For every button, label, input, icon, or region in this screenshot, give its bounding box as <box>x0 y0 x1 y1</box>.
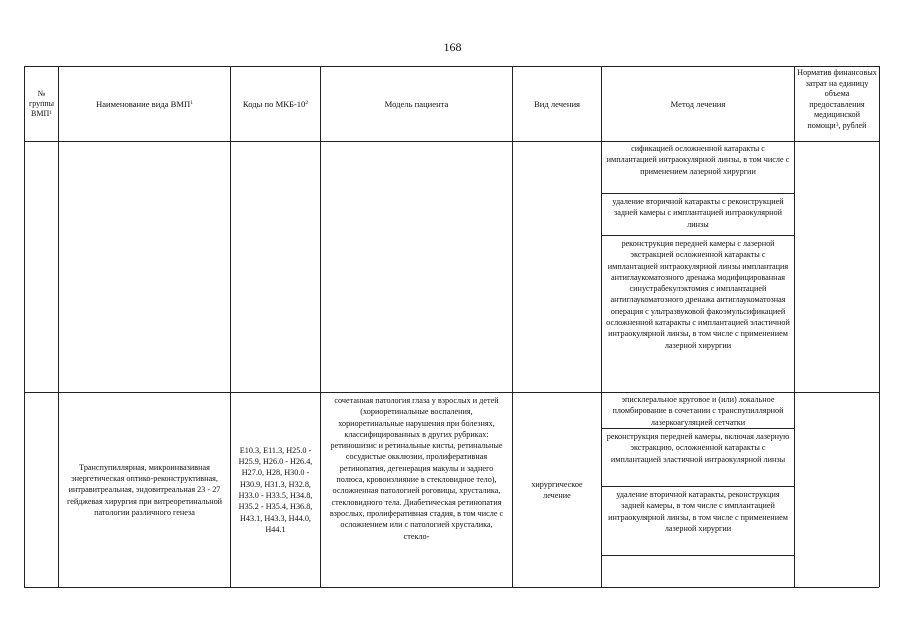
icd-codes: E10.3, E11.3, H25.0 - H25.9, H26.0 - H26.4, H27.0, H28, H30.0 - H30.9, H31.3, H32.8, H33.0 - H33.5, H34.8, H35.2 - H35.4, H36.8, H43.1, H43.3, H44.0, H44.1 <box>238 445 313 534</box>
method-item: эписклеральное круговое и (или) локальное пломбирование в сочетании с транспупиллярной лазеркоагуляцией сетчатки <box>612 395 784 427</box>
patient-model: сочетанная патология глаза у взрослых и детей (хориоретинальные воспаления, хориоретинальные нарушения при болезнях, классифицированных в других рубриках: ретиношизис и ретинальные кисты, ретинальные сосудистые окклюзии, пролиферативная ретинопатия, дегенерация макулы и заднего полюса, кровоизлияние в стекловидное тело), осложненная патологией роговицы, хрусталика, стекловидного тела. Диабетическая ретинопатия взрослых, пролиферативная стадия, в том числе с осложнением или с патологией хрусталика, стекло- <box>329 396 504 541</box>
method-item: удаление вторичной катаракты с реконструкцией задней камеры с имплантацией интраокулярной линзы <box>612 197 784 229</box>
header-treatment-type: Вид лечения <box>533 98 581 109</box>
method-item: реконструкция передней камеры с лазерной экстракцией осложненной катаракты с имплантацией интраокулярной линзы имплантация антиглаукоматозного дренажа модифицированная синустрабекулэктомия с имплантацией антиглаукоматозного дренажа антиглаукоматозная операция с ультразвуковой факоэмульсификацией осложненной катаракты с имплантацией эластичной интраокулярной линзы, в том числе с применением лазерной хирургии <box>606 239 790 350</box>
header-vmp-name: Наименование вида ВМП$^1$ <box>95 98 193 109</box>
header-icd-codes: Коды по МКБ-$10^2$ <box>242 98 309 109</box>
method-item: сификацией осложненной катаракты с имплантацией интраокулярной линзы, в том числе с применением лазерной хирургии <box>606 144 790 176</box>
header-patient-model: Модель пациента <box>384 98 449 109</box>
treatment-type: хирургическое лечение <box>531 479 583 500</box>
vmp-name: Транспупиллярная, микроинвазивная энергетическая оптико-реконструктивная, интравитреальная, эндовитреальная 23 - 27 гейджевая хирургия при витреоретинальной патологии различного генеза <box>66 462 223 517</box>
header-treatment-method: Метод лечения <box>670 98 726 109</box>
method-item: реконструкция передней камеры, включая лазерную экстракцию, осложненной катаракты с имплантацией эластичной интраокулярной линзы <box>606 432 790 464</box>
header-group-number: № группы ВМП$^1$ <box>28 89 55 118</box>
header-cost-standard: Норматив финансовых затрат на единицу объема предоставления медицинской помощи$^3$, рублей <box>797 68 877 130</box>
page-number: 168 <box>443 40 462 54</box>
method-item: удаление вторичной катаракты, реконструкция задней камеры, в том числе с имплантацией интраокулярной линзы, в том числе с применением лазерной хирургии <box>608 490 788 533</box>
